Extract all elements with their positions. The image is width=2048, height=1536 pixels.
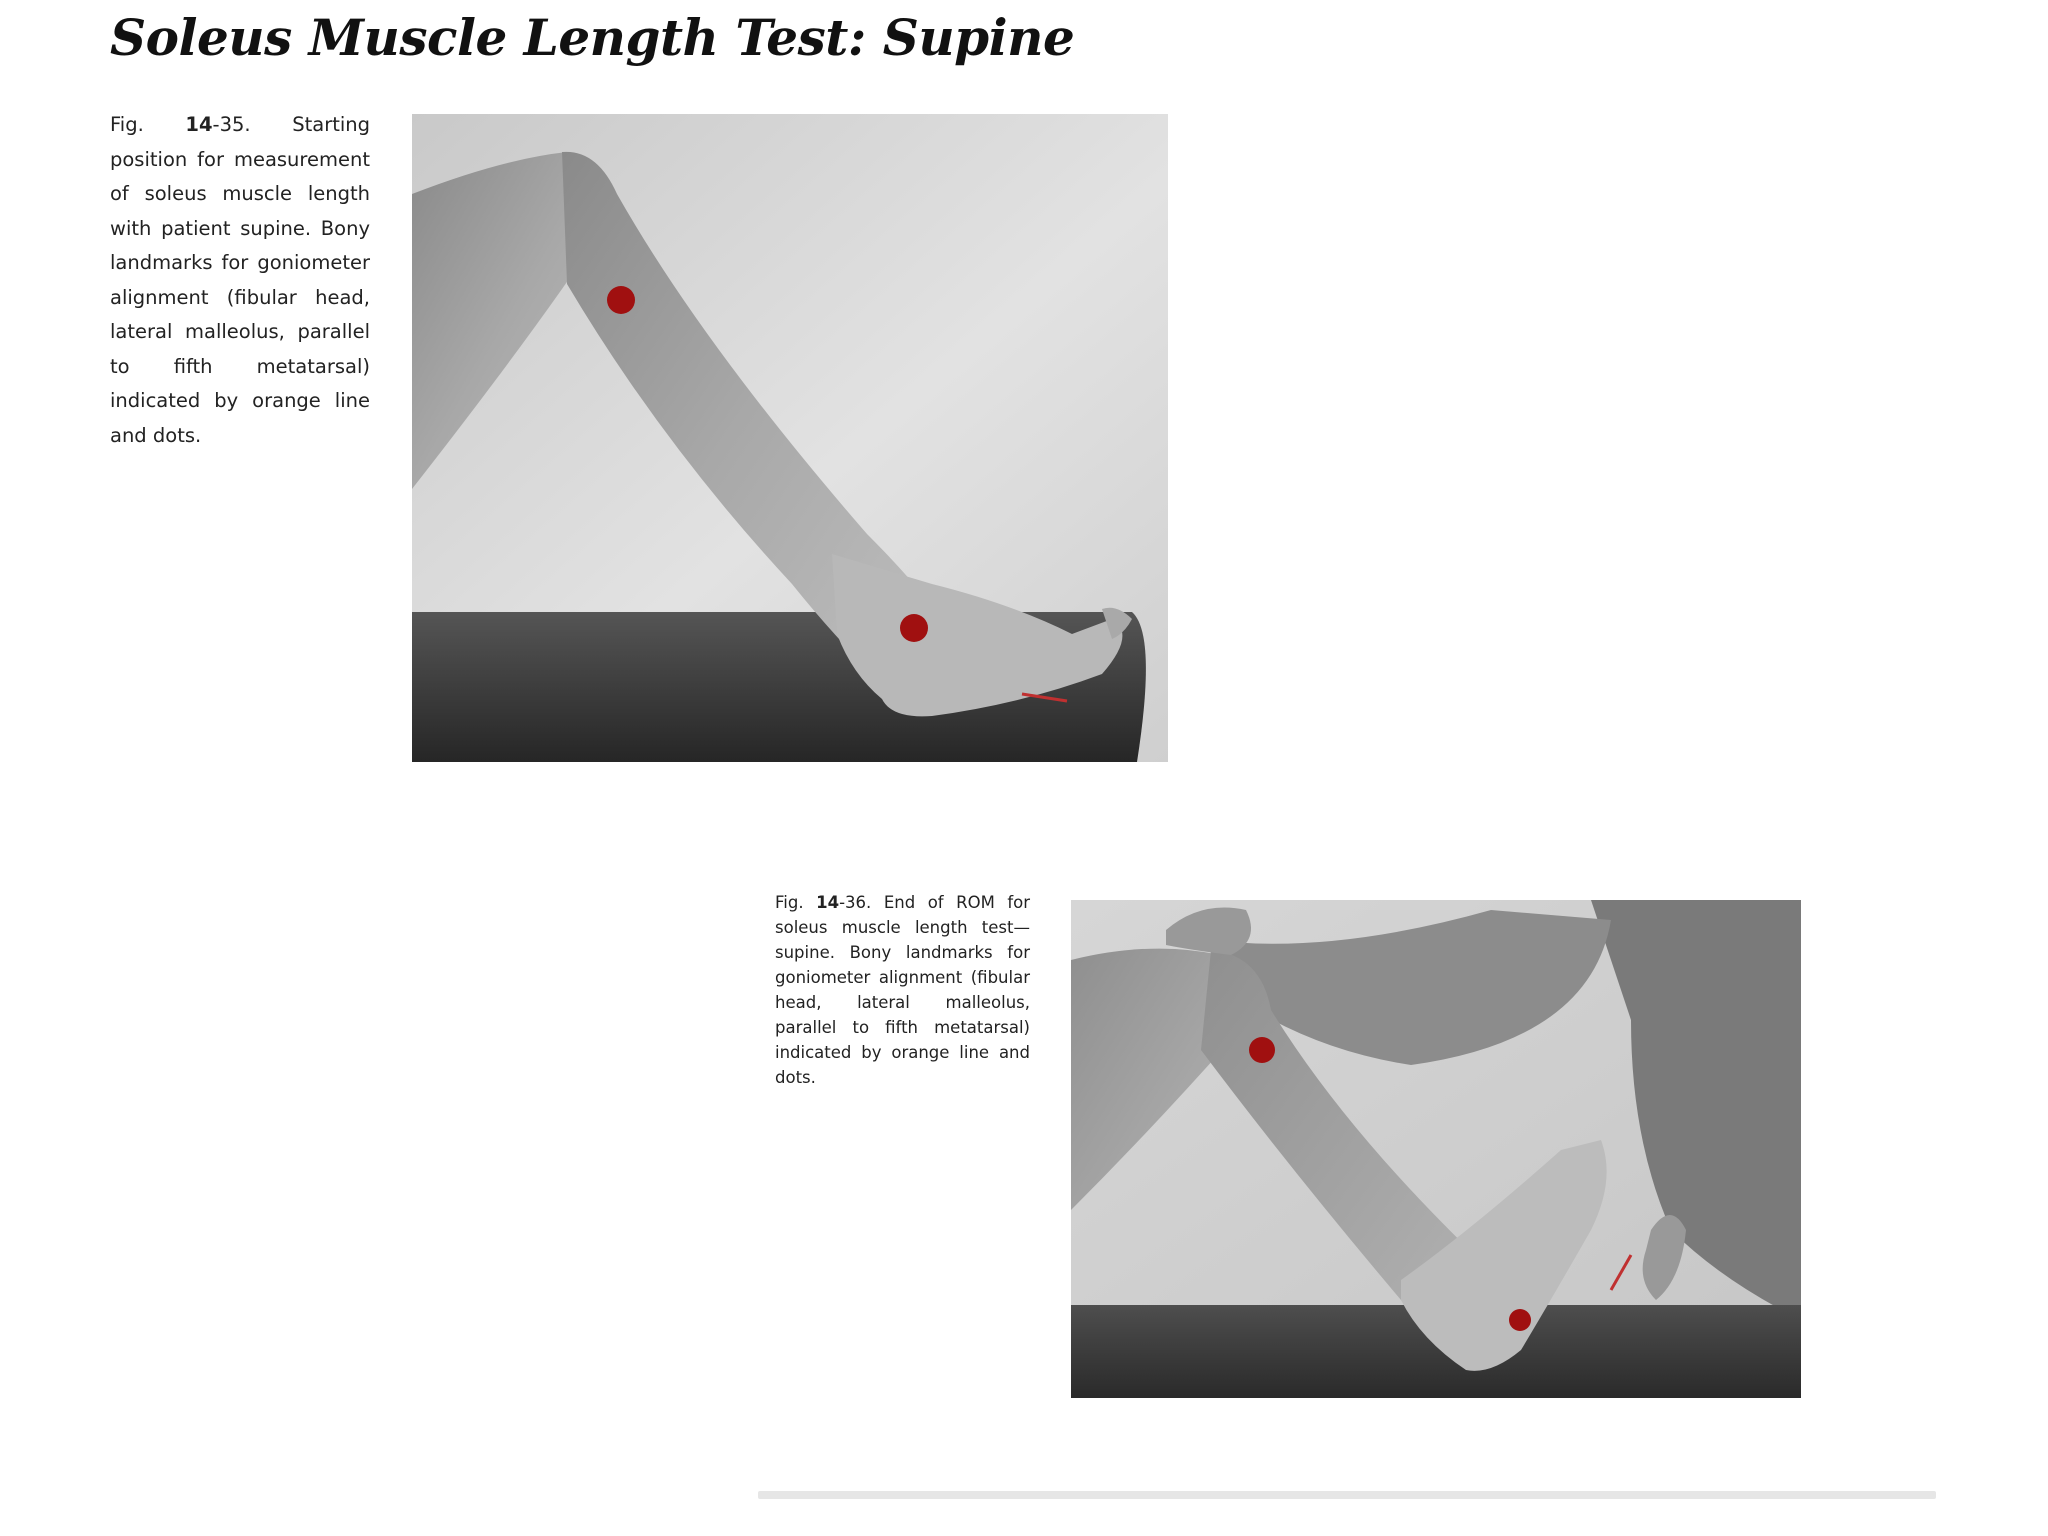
lateral-malleolus-dot [900, 614, 928, 642]
leg-photo-illustration [412, 114, 1168, 762]
figure-photo-starting-position [412, 114, 1168, 762]
footer-divider [758, 1491, 1936, 1499]
figure-photo-end-of-rom [1071, 900, 1801, 1398]
fibular-head-dot [607, 286, 635, 314]
figure-label-suffix: -36. [839, 893, 872, 912]
figure-caption [110, 108, 370, 453]
figure-number: 14 [185, 113, 213, 136]
lateral-malleolus-dot [1509, 1309, 1531, 1331]
fibular-head-dot [1249, 1037, 1275, 1063]
leg-and-examiner-photo-illustration [1071, 900, 1801, 1398]
figure-label-prefix: Fig. [775, 893, 804, 912]
figure-caption-text: Starting position for measurement of soleus muscle length with patient supine. Bony landmarks for goniometer alignment (fibular head, lateral malleolus, parallel to fifth metatarsal) indicated by orange line and dots. [110, 113, 371, 447]
figure-caption-text: End of ROM for soleus muscle length test—supine. Bony landmarks for goniometer alignment (fibular head, lateral malleolus, parallel to fifth metatarsal) indicated by orange line and dots. [775, 893, 1031, 1087]
figure-caption [775, 890, 1030, 1090]
figure-label-prefix: Fig. [110, 113, 144, 136]
page-title: Soleus Muscle Length Test: Supine [110, 8, 1075, 67]
figure-label-suffix: -35. [212, 113, 251, 136]
figure-number: 14 [816, 893, 840, 912]
